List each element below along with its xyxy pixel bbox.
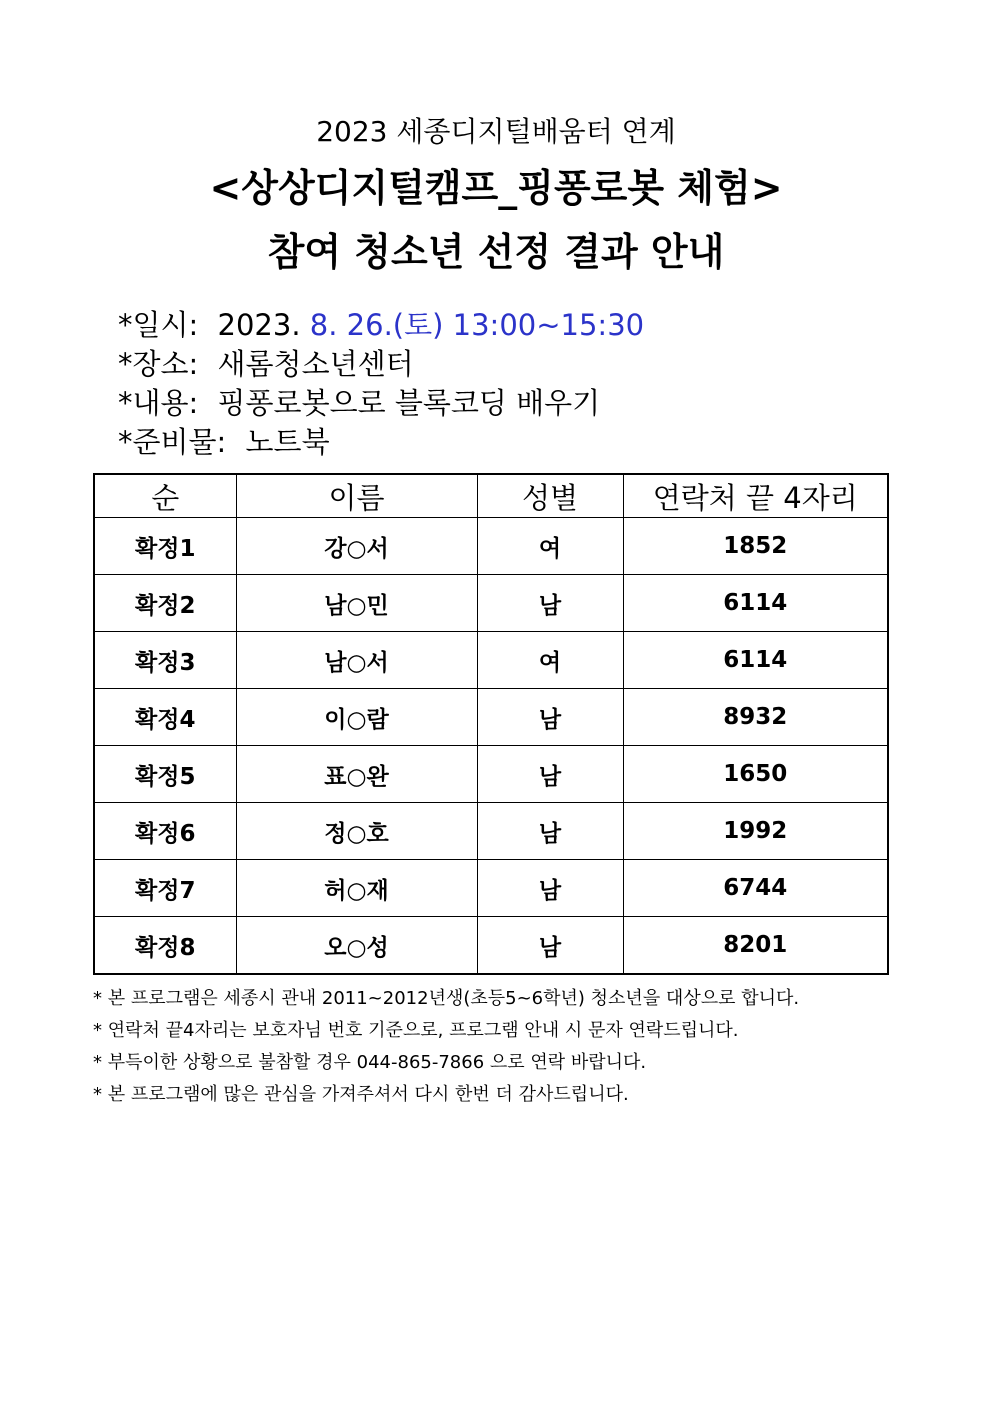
cell-order: 확정6: [94, 803, 236, 860]
info-date-value: 8. 26.(토) 13:00~15:30: [309, 308, 645, 342]
table-row: [94, 917, 888, 975]
title-subtitle: 2023 세종디지털배움터 연계: [316, 115, 676, 148]
table-row: [94, 803, 888, 860]
cell-order: 확정8: [94, 917, 236, 975]
cell-order: 확정7: [94, 860, 236, 917]
cell-order: 확정5: [94, 746, 236, 803]
event-info: [118, 306, 898, 462]
cell-contact: 1992: [623, 803, 888, 860]
table-row: [94, 860, 888, 917]
note-absence-contact: * 부득이한 상황으로 불참할 경우 044-865-7866 으로 연락 바랍니다.: [93, 1052, 647, 1073]
info-place-label: *장소:: [118, 347, 199, 381]
info-prep-value: 노트북: [245, 425, 330, 459]
cell-gender: 남: [477, 860, 623, 917]
table-row: [94, 689, 888, 746]
notes-section: [93, 983, 913, 1111]
cell-contact: 1852: [623, 518, 888, 575]
title-announcement: 참여 청소년 선정 결과 안내: [267, 230, 725, 274]
selection-table: [93, 473, 889, 975]
info-content-label: *내용:: [118, 386, 199, 420]
cell-name: 오○성: [236, 917, 477, 975]
cell-order: 확정2: [94, 575, 236, 632]
cell-name: 강○서: [236, 518, 477, 575]
info-date-row: [118, 306, 898, 345]
cell-name: 표○완: [236, 746, 477, 803]
note-contact-basis: * 연락처 끝4자리는 보호자님 번호 기준으로, 프로그램 안내 시 문자 연락드립니다.: [93, 1020, 739, 1041]
cell-gender: 여: [477, 518, 623, 575]
title-program-name: <상상디지털캠프_핑퐁로봇 체험>: [209, 166, 783, 210]
header-name: 이름: [236, 474, 477, 518]
note-eligibility: * 본 프로그램은 세종시 관내 2011~2012년생(초등5~6학년) 청소년을 대상으로 합니다.: [93, 988, 800, 1009]
table-row: [94, 518, 888, 575]
header-order: 순: [94, 474, 236, 518]
table-header-row: [94, 474, 888, 518]
cell-order: 확정1: [94, 518, 236, 575]
cell-name: 이○람: [236, 689, 477, 746]
info-place-row: [118, 345, 898, 384]
note-thanks: * 본 프로그램에 많은 관심을 가져주셔서 다시 한번 더 감사드립니다.: [93, 1084, 629, 1105]
info-date-year: 2023.: [217, 308, 301, 342]
cell-name: 허○재: [236, 860, 477, 917]
cell-gender: 남: [477, 803, 623, 860]
header-contact: 연락처 끝 4자리: [623, 474, 888, 518]
cell-gender: 남: [477, 746, 623, 803]
cell-contact: 6114: [623, 575, 888, 632]
info-content-row: [118, 384, 898, 423]
cell-order: 확정4: [94, 689, 236, 746]
cell-contact: 1650: [623, 746, 888, 803]
header-gender: 성별: [477, 474, 623, 518]
table-row: [94, 575, 888, 632]
cell-contact: 8932: [623, 689, 888, 746]
table-row: [94, 746, 888, 803]
cell-order: 확정3: [94, 632, 236, 689]
info-date-label: *일시:: [118, 308, 199, 342]
cell-contact: 6744: [623, 860, 888, 917]
cell-gender: 여: [477, 632, 623, 689]
info-prep-row: [118, 423, 898, 462]
cell-contact: 8201: [623, 917, 888, 975]
info-prep-label: *준비물:: [118, 425, 227, 459]
cell-contact: 6114: [623, 632, 888, 689]
info-content-value: 핑퐁로봇으로 블록코딩 배우기: [217, 386, 601, 420]
table-row: [94, 632, 888, 689]
info-place-value: 새롬청소년센터: [217, 347, 414, 381]
cell-name: 정○호: [236, 803, 477, 860]
cell-gender: 남: [477, 575, 623, 632]
cell-name: 남○민: [236, 575, 477, 632]
cell-name: 남○서: [236, 632, 477, 689]
cell-gender: 남: [477, 917, 623, 975]
cell-gender: 남: [477, 689, 623, 746]
